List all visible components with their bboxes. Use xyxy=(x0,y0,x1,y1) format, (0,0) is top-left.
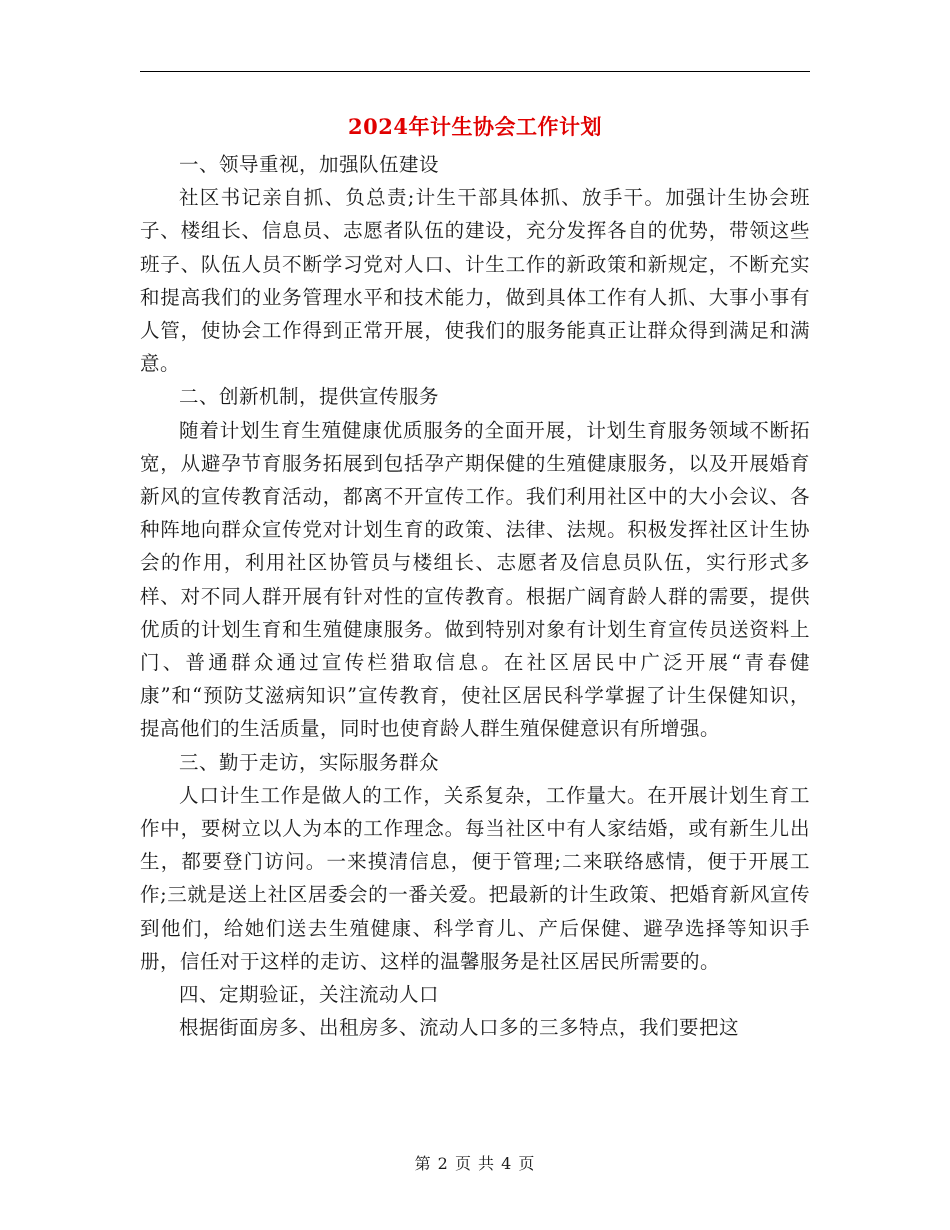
section-heading-2: 二、创新机制，提供宣传服务 xyxy=(179,385,440,409)
document-title: 2024年计生协会工作计划 xyxy=(348,114,602,139)
section-heading-1: 一、领导重视，加强队伍建设 xyxy=(179,153,440,176)
paragraph-1: 社区书记亲自抓、负总责;计生干部具体抓、放手干。加强计生协会班子、楼组长、信息员、志愿者队伍的建设，充分发挥各自的优势，带领这些班子、队伍人员不断学习党对人口、计生工作的新政策和新规定，不断充实和提高我们的业务管理水平和技术能力，做到具体工作有人抓、大事小事有人管，使协会工作得到正常开展，使我们的服务能真正让群众得到满足和满意。 xyxy=(140,186,810,376)
page-number-footer: 第 2 页 共 4 页 xyxy=(414,1154,536,1173)
header-rule xyxy=(140,71,810,72)
section-heading-4: 四、定期验证，关注流动人口 xyxy=(179,983,440,1007)
section-heading-3: 三、勤于走访，实际服务群众 xyxy=(179,750,440,774)
document-body xyxy=(140,148,810,1044)
paragraph-2: 随着计划生育生殖健康优质服务的全面开展，计划生育服务领域不断拓宽，从避孕节育服务拓展到包括孕产期保健的生殖健康服务，以及开展婚育新风的宣传教育活动，都离不开宣传工作。我们利用社区中的大小会议、各种阵地向群众宣传党对计划生育的政策、法律、法规。积极发挥社区计生协会的作用，利用社区协管员与楼组长、志愿者及信息员队伍，实行形式多样、对不同人群开展有针对性的宣传教育。根据广阔育龄人群的需要，提供优质的计划生育和生殖健康服务。做到特别对象有计划生育宣传员送资料上门、普通群众通过宣传栏猎取信息。在社区居民中广泛开展“青春健康”和“预防艾滋病知识”宣传教育，使社区居民科学掌握了计生保健知识，提高他们的生活质量，同时也使育龄人群生殖保健意识有所增强。 xyxy=(140,418,810,741)
paragraph-3: 人口计生工作是做人的工作，关系复杂，工作量大。在开展计划生育工作中，要树立以人为本的工作理念。每当社区中有人家结婚，或有新生儿出生，都要登门访问。一来摸清信息，便于管理;二来联络感情，便于开展工作;三就是送上社区居委会的一番关爱。把最新的计生政策、把婚育新风宣传到他们，给她们送去生殖健康、科学育儿、产后保健、避孕选择等知识手册，信任对于这样的走访、这样的温馨服务是社区居民所需要的。 xyxy=(140,783,810,973)
paragraph-4: 根据街面房多、出租房多、流动人口多的三多特点，我们要把这 xyxy=(179,1016,740,1040)
